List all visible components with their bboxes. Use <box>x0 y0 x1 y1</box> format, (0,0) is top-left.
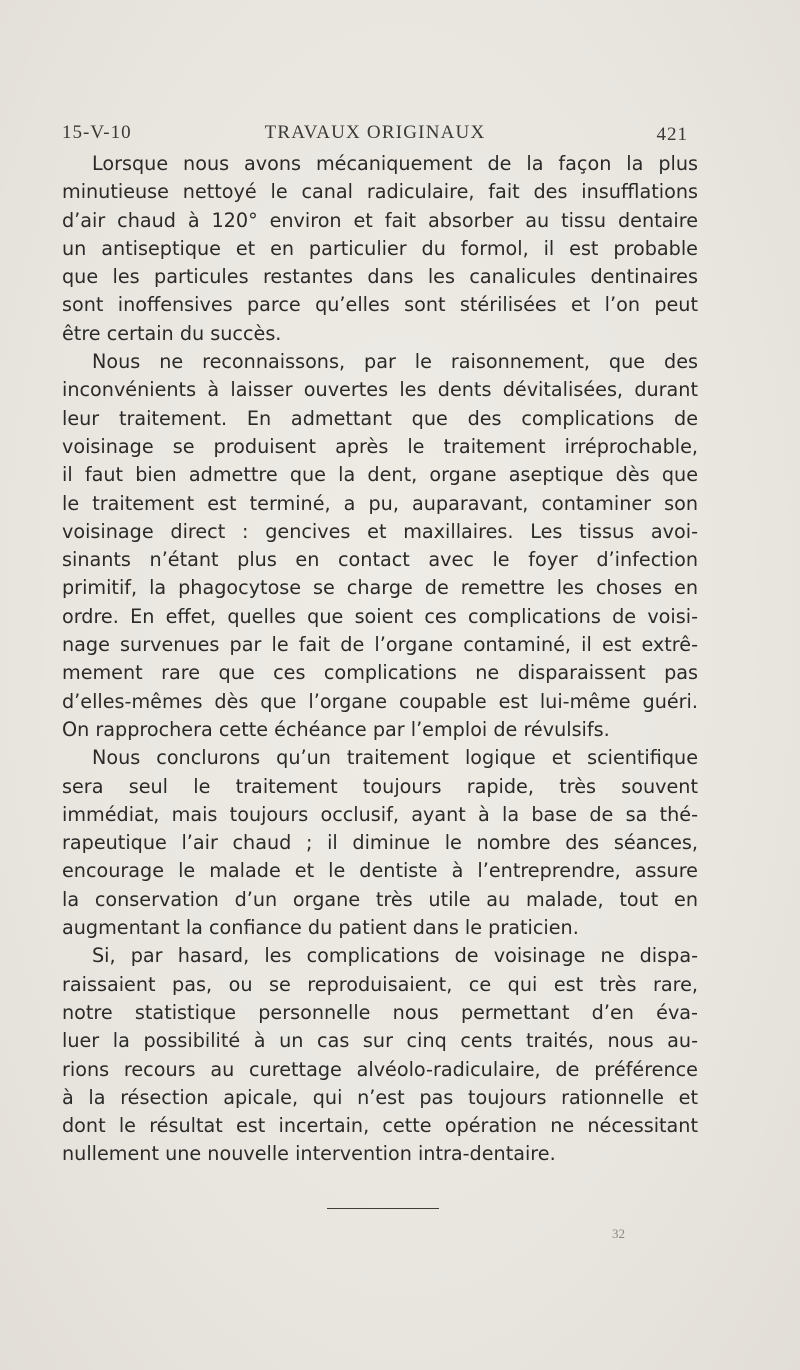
text-line: un antiseptique et en particulier du formol, il est probable <box>62 236 698 260</box>
text-line: nullement une nouvelle intervention intra-dentaire. <box>62 1142 556 1166</box>
text-line: la conservation d’un organe très utile au malade, tout en <box>62 887 698 911</box>
text-line: minutieuse nettoyé le canal radiculaire, fait des insufflations <box>62 180 698 204</box>
issue-date: 15-V-10 <box>62 122 132 143</box>
text-line: leur traitement. En admettant que des complications de <box>62 406 698 430</box>
text-line: d’elles-mêmes dès que l’organe coupable est lui-même guéri. <box>62 689 698 713</box>
text-line: sera seul le traitement toujours rapide, très souvent <box>62 774 698 798</box>
text-line: ordre. En effet, quelles que soient ces complications de voisi- <box>62 604 698 628</box>
text-line: voisinage direct : gencives et maxillaires. Les tissus avoi- <box>62 519 698 543</box>
text-line: d’air chaud à 120° environ et fait absorber au tissu dentaire <box>62 208 698 232</box>
text-line: être certain du succès. <box>62 321 282 345</box>
paragraph-4 <box>62 942 698 1168</box>
text-line: sinants n’étant plus en contact avec le foyer d’infection <box>62 548 698 572</box>
text-line: encourage le malade et le dentiste à l’entreprendre, assure <box>62 859 698 883</box>
text-line: Nous conclurons qu’un traitement logique et scientifique <box>92 746 698 770</box>
running-header <box>62 118 688 146</box>
text-line: sont inoffensives parce qu’elles sont stérilisées et l’on peut <box>62 293 698 317</box>
text-line: voisinage se produisent après le traitement irréprochable, <box>62 434 698 458</box>
running-title: TRAVAUX ORIGINAUX <box>264 122 486 143</box>
text-line: mement rare que ces complications ne disparaissent pas <box>62 661 698 685</box>
text-line: à la résection apicale, qui n’est pas toujours rationnelle et <box>62 1085 698 1109</box>
text-line: primitif, la phagocytose se charge de remettre les choses en <box>62 576 698 600</box>
text-line: Si, par hasard, les complications de voisinage ne dispa- <box>92 944 698 968</box>
text-line: Lorsque nous avons mécaniquement de la façon la plus <box>92 152 698 175</box>
paragraph-2 <box>62 348 698 744</box>
text-line: dont le résultat est incertain, cette opération ne nécessitant <box>62 1114 698 1138</box>
text-line: On rapprochera cette échéance par l’emploi de révulsifs. <box>62 717 610 741</box>
text-line: rapeutique l’air chaud ; il diminue le nombre des séances, <box>62 831 698 855</box>
section-divider-rule <box>327 1208 439 1209</box>
text-line: notre statistique personnelle nous permettant d’en éva- <box>62 1000 698 1024</box>
paragraph-3 <box>62 744 698 942</box>
text-line: raissaient pas, ou se reproduisaient, ce qui est très rare, <box>62 972 698 996</box>
text-line: augmentant la confiance du patient dans le praticien. <box>62 916 579 940</box>
text-line: immédiat, mais toujours occlusif, ayant à la base de sa thé- <box>62 802 698 826</box>
signature-mark: 32 <box>612 1226 625 1241</box>
text-line: nage survenues par le fait de l’organe contaminé, il est extrê- <box>62 633 698 657</box>
article-body <box>62 150 698 1169</box>
text-line: Nous ne reconnaissons, par le raisonnement, que des <box>92 350 698 374</box>
text-line: il faut bien admettre que la dent, organe aseptique dès que <box>62 463 698 487</box>
text-line: luer la possibilité à un cas sur cinq cents traités, nous au- <box>62 1029 698 1053</box>
page-number: 421 <box>656 124 688 145</box>
text-line: rions recours au curettage alvéolo-radiculaire, de préférence <box>62 1057 698 1081</box>
text-line: le traitement est terminé, a pu, auparavant, contaminer son <box>62 491 698 515</box>
paragraph-1 <box>62 150 698 348</box>
text-line: que les particules restantes dans les canalicules dentinaires <box>62 265 698 289</box>
text-line: inconvénients à laisser ouvertes les dents dévitalisées, durant <box>62 378 698 402</box>
